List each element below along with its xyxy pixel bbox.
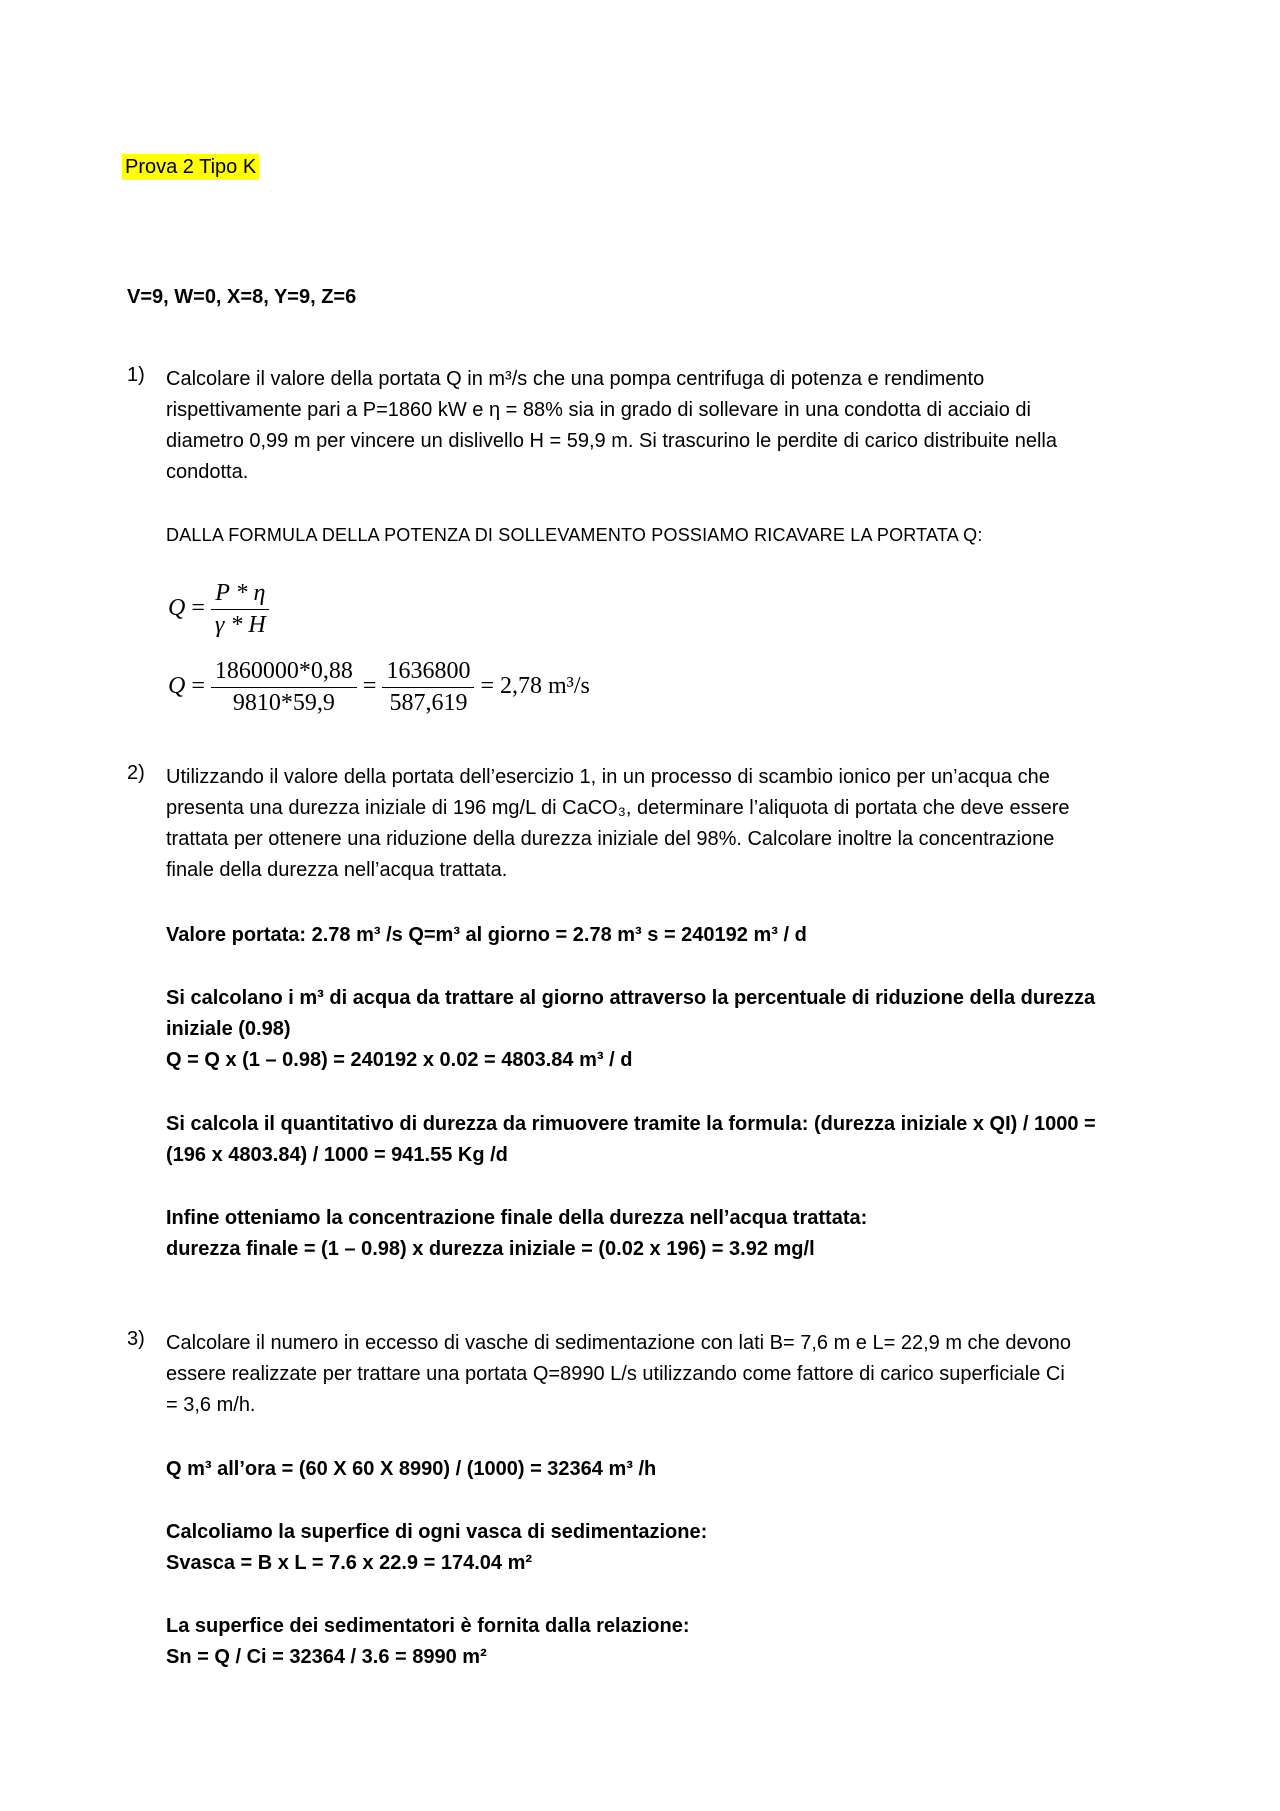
question-2-line: presenta una durezza iniziale di 196 mg/L di CaCO₃, determinare l’aliquota di portata che deve essere	[166, 797, 1070, 819]
question-2-line: trattata per ottenere una riduzione della durezza iniziale del 98%. Calcolare inoltre la concentrazione	[166, 828, 1055, 850]
q3-answer-line: La superfice dei sedimentatori è fornita dalla relazione:	[166, 1615, 690, 1637]
formula-2-numerator-2: 1636800	[382, 658, 474, 688]
formula-1-numerator: P * η	[211, 580, 269, 610]
q3-answer-flow: Q m³ all’ora = (60 X 60 X 8990) / (1000) = 32364 m³ /h	[166, 1458, 657, 1480]
question-3-line: essere realizzate per trattare una portata Q=8990 L/s utilizzando come fattore di carico superficiale Ci	[166, 1363, 1065, 1385]
question-1-line: Calcolare il valore della portata Q in m³/s che una pompa centrifuga di potenza e rendimento	[166, 368, 985, 390]
q2-answer-final	[166, 1203, 1156, 1265]
formula-1-lhs: Q	[168, 595, 186, 622]
formula-2-denominator-2: 587,619	[389, 690, 468, 716]
formula-1-fraction	[211, 580, 270, 639]
q2-answer-flow: Valore portata: 2.78 m³ /s Q=m³ al giorno = 2.78 m³ s = 240192 m³ / d	[166, 924, 807, 946]
question-1-line: diametro 0,99 m per vincere un dislivello H = 59,9 m. Si trascurino le perdite di carico distribuite nella	[166, 430, 1057, 452]
variables-line: V=9, W=0, X=8, Y=9, Z=6	[127, 286, 357, 308]
formula-2-lhs: Q	[168, 673, 186, 700]
formula-2-denominator-1: 9810*59,9	[232, 690, 335, 716]
formula-2-fraction-2	[382, 658, 474, 717]
q2-answer-volume	[166, 983, 1156, 1076]
document-title: Prova 2 Tipo K	[122, 156, 259, 179]
question-1-line: rispettivamente pari a P=1860 kW e η = 88% sia in grado di sollevare in una condotta di acciaio di	[166, 399, 1031, 421]
q2-answer-line: durezza finale = (1 – 0.98) x durezza iniziale = (0.02 x 196) = 3.92 mg/l	[166, 1238, 815, 1260]
formula-1-denominator: γ * H	[214, 612, 266, 638]
question-3-line: = 3,6 m/h.	[166, 1394, 256, 1416]
formula-2-fraction-1	[211, 658, 357, 717]
question-1-line: condotta.	[166, 461, 249, 483]
q3-answer-line: Sn = Q / Ci = 32364 / 3.6 = 8990 m²	[166, 1646, 487, 1668]
formula-2-result: 2,78 m³/s	[499, 673, 590, 700]
q3-answer-line: Svasca = B x L = 7.6 x 22.9 = 174.04 m²	[166, 1552, 533, 1574]
q2-answer-line: (196 x 4803.84) / 1000 = 941.55 Kg /d	[166, 1144, 508, 1166]
question-1-text	[166, 364, 1156, 488]
q2-answer-line: Infine otteniamo la concentrazione finale della durezza nell’acqua trattata:	[166, 1207, 868, 1229]
question-3-number: 3)	[127, 1328, 145, 1350]
question-1-number: 1)	[127, 364, 145, 386]
question-2-number: 2)	[127, 762, 145, 784]
question-3-text	[166, 1328, 1156, 1421]
q2-answer-line: Si calcolano i m³ di acqua da trattare al giorno attraverso la percentuale di riduzione della durezza	[166, 987, 1096, 1009]
formula-2: Q = $\frac{1860000*0,88}{9810*59,9}$ = $\frac{1636800}{587,619}$ = 2,78 m³/s	[168, 658, 590, 716]
q2-answer-line: iniziale (0.98)	[166, 1018, 291, 1040]
formula-1: Q = $\frac{P * \eta}{\gamma * H}$	[168, 580, 270, 639]
question-3-line: Calcolare il numero in eccesso di vasche di sedimentazione con lati B= 7,6 m e L= 22,9 m che devono	[166, 1332, 1071, 1354]
q2-answer-hardness	[166, 1109, 1156, 1171]
q3-answer-line: Calcoliamo la superfice di ogni vasca di sedimentazione:	[166, 1521, 708, 1543]
question-2-line: Utilizzando il valore della portata dell’esercizio 1, in un processo di scambio ionico per un’acqua che	[166, 766, 1050, 788]
formula-2-numerator-1: 1860000*0,88	[211, 658, 357, 688]
q2-answer-line: Si calcola il quantitativo di durezza da rimuovere tramite la formula: (durezza iniziale x QI) / 1000 =	[166, 1113, 1096, 1135]
q3-answer-surface	[166, 1517, 1156, 1579]
question-2-text	[166, 762, 1156, 886]
q3-answer-total-surface	[166, 1611, 1156, 1673]
question-2-line: finale della durezza nell’acqua trattata.	[166, 859, 508, 881]
question-1-intro: DALLA FORMULA DELLA POTENZA DI SOLLEVAMENTO POSSIAMO RICAVARE LA PORTATA Q:	[166, 525, 983, 545]
q2-answer-line: Q = Q x (1 – 0.98) = 240192 x 0.02 = 4803.84 m³ / d	[166, 1049, 633, 1071]
